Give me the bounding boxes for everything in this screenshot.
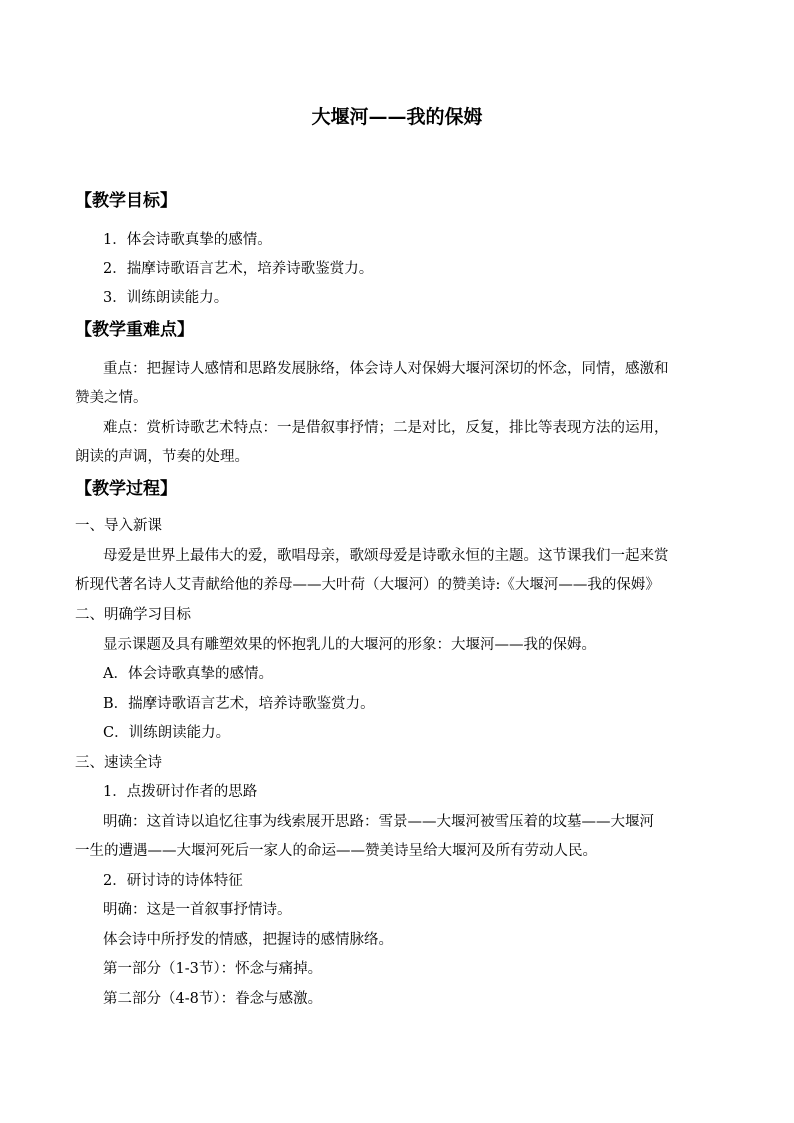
section-2-item-c: C．训练朗读能力。 (103, 725, 231, 741)
section-3-title: 三、速读全诗 (75, 755, 162, 771)
section-3-part-2: 第二部分（4-8节）：眷念与感激。 (103, 991, 323, 1007)
section-2-title: 二、明确学习目标 (75, 607, 191, 623)
objective-item-3: 3．训练朗读能力。 (103, 290, 229, 306)
section-3-sub-2: 2．研讨诗的诗体特征 (103, 873, 243, 889)
page-title: 大堰河——我的保姆 (311, 106, 483, 128)
section-3-feel: 体会诗中所抒发的情感，把握诗的感情脉络。 (103, 932, 393, 948)
section-1-title: 一、导入新课 (75, 518, 162, 534)
section-2-item-b: B．揣摩诗歌语言艺术，培养诗歌鉴赏力。 (103, 696, 375, 712)
focus-line-1: 重点：把握诗人感情和思路发展脉络，体会诗人对保姆大堰河深切的怀念，同情，感激和 (103, 361, 669, 377)
section-1-line-1: 母爱是世界上最伟大的爱，歌唱母亲，歌颂母爱是诗歌永恒的主题。这节课我们一起来赏 (103, 548, 669, 564)
section-3-sub-2-line: 明确：这是一首叙事抒情诗。 (103, 902, 292, 918)
process-heading: 【教学过程】 (75, 479, 177, 499)
section-1-line-2: 析现代著名诗人艾青献给他的养母——大叶荷（大堰河）的赞美诗:《大堰河——我的保姆》 (75, 577, 660, 593)
objective-item-2: 2．揣摩诗歌语言艺术，培养诗歌鉴赏力。 (103, 261, 374, 277)
section-3-sub-1: 1．点拨研讨作者的思路 (103, 784, 258, 800)
difficulty-line-1: 难点：赏析诗歌艺术特点：一是借叙事抒情；二是对比，反复，排比等表现方法的运用， (103, 420, 669, 436)
section-2-intro: 显示课题及具有雕塑效果的怀抱乳儿的大堰河的形象：大堰河——我的保姆。 (103, 637, 596, 653)
section-2-item-a: A．体会诗歌真挚的感情。 (103, 666, 273, 682)
objectives-heading: 【教学目标】 (75, 191, 177, 211)
focus-line-2: 赞美之情。 (75, 390, 148, 406)
section-3-part-1: 第一部分（1-3节）：怀念与痛掉。 (103, 961, 323, 977)
section-3-sub-1-line-1: 明确：这首诗以追忆往事为线索展开思路：雪景——大堰河被雪压着的坟墓——大堰河 (103, 814, 654, 830)
key-points-heading: 【教学重难点】 (75, 320, 194, 340)
difficulty-line-2: 朗读的声调，节奏的处理。 (75, 449, 249, 465)
objective-item-1: 1．体会诗歌真挚的感情。 (103, 232, 272, 248)
section-3-sub-1-line-2: 一生的遭遇——大堰河死后一家人的命运——赞美诗呈给大堰河及所有劳动人民。 (75, 843, 597, 859)
